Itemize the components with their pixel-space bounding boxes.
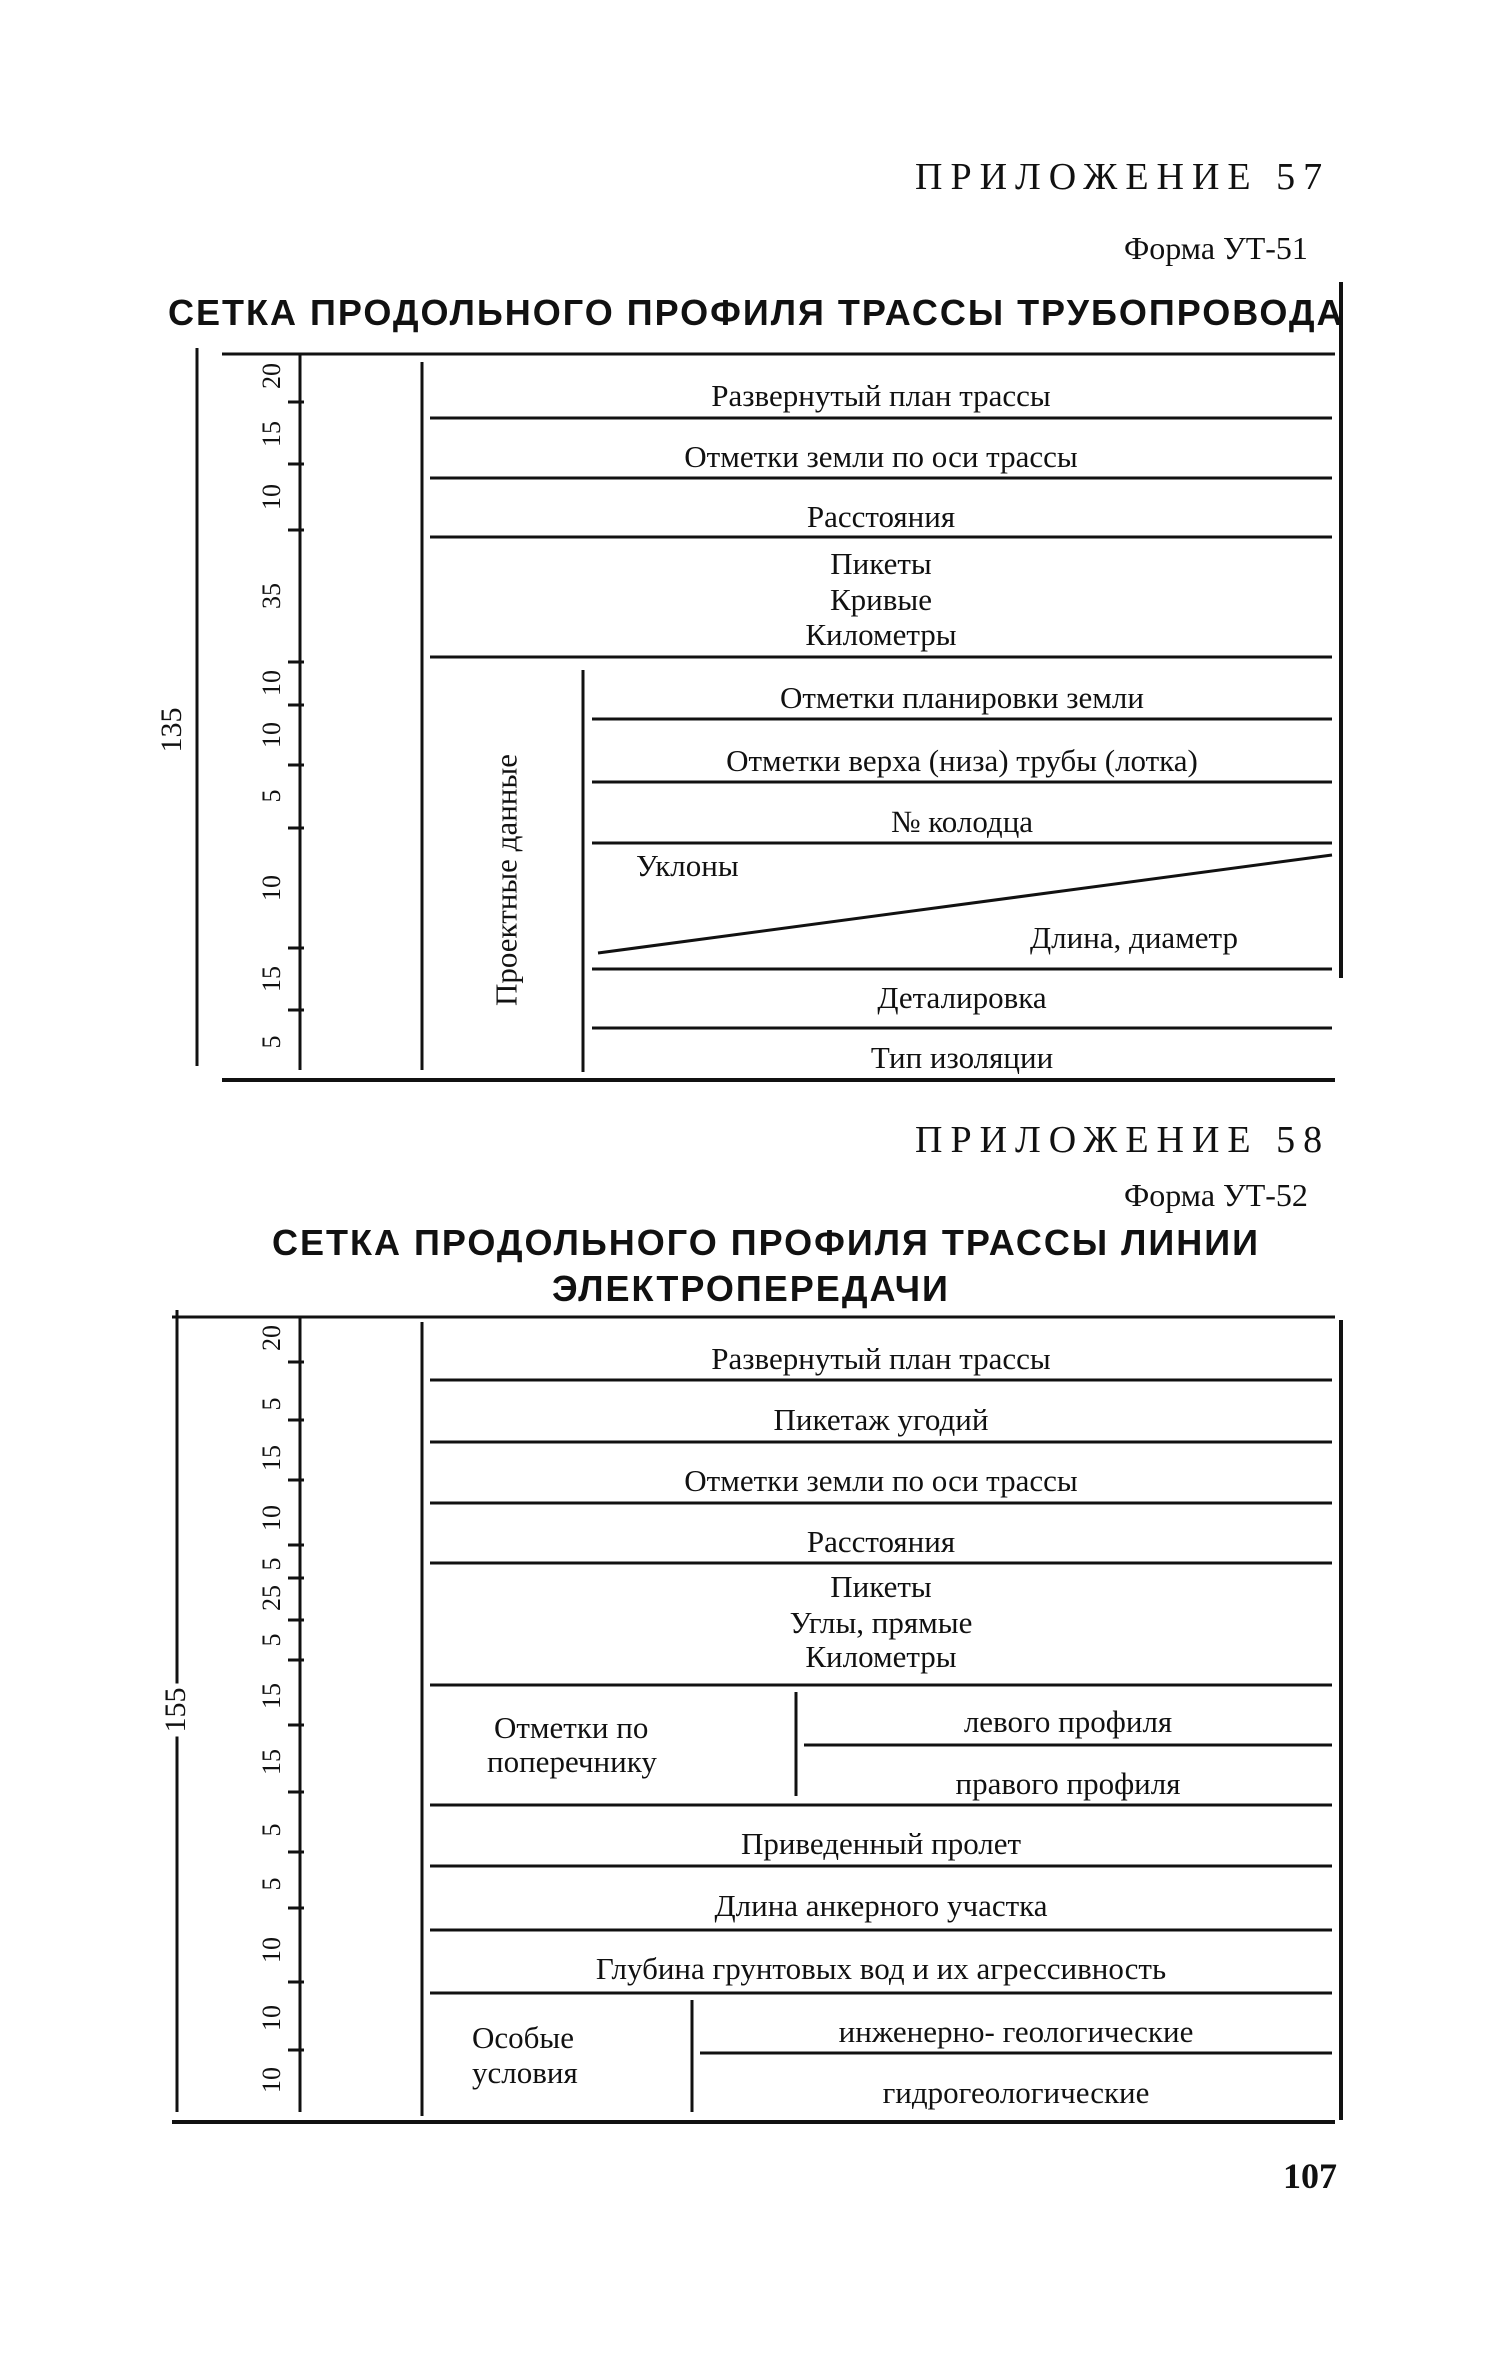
form-ut52-label: Форма УТ-52: [1124, 1177, 1308, 1213]
table1-row-plan: Развернутый план трассы: [711, 378, 1051, 413]
table1-dim-35: 35: [257, 583, 286, 609]
table1-row-slopes: Уклоны: [636, 848, 739, 883]
table1-design-data-label: Проектные данные: [488, 754, 524, 1006]
table2-dim-5: 5: [257, 1397, 286, 1411]
table2-dim-15b: 15: [257, 1683, 286, 1709]
table1-row-ground-marks: Отметки земли по оси трассы: [684, 439, 1078, 474]
table1-dim-10b: 10: [257, 670, 286, 696]
table2-dim-25: 25: [257, 1585, 286, 1611]
table1-row-length-diameter: Длина, диаметр: [1030, 920, 1238, 955]
table2-dim-5b: 5: [257, 1557, 286, 1571]
table1-row-grading-marks: Отметки планировки земли: [780, 680, 1144, 715]
table2-row-left-profile: левого профиля: [963, 1704, 1173, 1739]
table2-row-engineering-geology: инженерно- геологические: [838, 2014, 1194, 2049]
form-ut51-label: Форма УТ-51: [1124, 230, 1308, 266]
table2-row-anchor-section: Длина анкерного участка: [714, 1888, 1048, 1923]
table1-total-height: 135: [155, 707, 188, 753]
table2-row-land-pickets: Пикетаж угодий: [773, 1402, 989, 1437]
table1-row-curves: Кривые: [830, 582, 932, 617]
table2-row-reduced-span: Приведенный пролет: [740, 1826, 1022, 1861]
table2-row-pickets: Пикеты: [830, 1569, 932, 1604]
table1-dim-10: 10: [257, 484, 286, 510]
table2-special-label-2: условия: [472, 2055, 578, 2090]
appendix-58-heading: ПРИЛОЖЕНИЕ 58: [915, 1119, 1331, 1161]
table2-dim-5d: 5: [257, 1823, 286, 1837]
table2-row-hydrogeology: гидрогеологические: [882, 2075, 1150, 2110]
table2-row-distances: Расстояния: [806, 1524, 956, 1559]
table1-dim-10c: 10: [257, 722, 286, 748]
table1-title: СЕТКА ПРОДОЛЬНОГО ПРОФИЛЯ ТРАССЫ ТРУБОПРОВОДА: [168, 292, 1345, 333]
table2-row-right-profile: правого профиля: [955, 1766, 1181, 1801]
table2-dim-10d: 10: [257, 2067, 286, 2093]
table1-row-well-number: № колодца: [890, 804, 1034, 839]
table2-dim-15c: 15: [257, 1749, 286, 1775]
table2-special-label-1: Особые: [472, 2020, 575, 2055]
table2-total-height: 155: [161, 1684, 191, 1737]
table2-title-line1: СЕТКА ПРОДОЛЬНОГО ПРОФИЛЯ ТРАССЫ ЛИНИИ: [272, 1222, 1260, 1263]
table2-dim-10: 10: [257, 1505, 286, 1531]
table2-dim-5e: 5: [257, 1877, 286, 1891]
table2-dim-20: 20: [257, 1325, 286, 1351]
table1-row-pipe-marks: Отметки верха (низа) трубы (лотка): [726, 743, 1198, 778]
table1-row-detailing: Деталировка: [877, 980, 1047, 1015]
page-number: 107: [1283, 2156, 1337, 2196]
table1-dim-20: 20: [257, 363, 286, 389]
table2-dim-15: 15: [257, 1445, 286, 1471]
table2-dim-10c: 10: [257, 2005, 286, 2031]
table2-cross-label-1: Отметки по: [494, 1710, 649, 1745]
table2-row-kilometers: Километры: [805, 1639, 957, 1674]
table1-dim-5: 5: [257, 789, 286, 803]
table2-row-plan: Развернутый план трассы: [711, 1341, 1051, 1376]
table2-row-ground-marks: Отметки земли по оси трассы: [684, 1463, 1078, 1498]
table1-row-insulation: Тип изоляции: [870, 1040, 1054, 1075]
appendix-57-heading: ПРИЛОЖЕНИЕ 57: [915, 156, 1331, 198]
table2-dim-10b: 10: [257, 1937, 286, 1963]
table2-row-angles: Углы, прямые: [789, 1605, 973, 1640]
table2-cross-label-2: поперечнику: [487, 1744, 657, 1779]
table2-title-line2: ЭЛЕКТРОПЕРЕДАЧИ: [552, 1268, 950, 1309]
table1-dim-10d: 10: [257, 875, 286, 901]
table1-row-pickets: Пикеты: [830, 546, 932, 581]
table1-dim-5b: 5: [257, 1035, 286, 1049]
table1-dim-15: 15: [257, 421, 286, 447]
table1-row-kilometers: Километры: [805, 617, 957, 652]
table1-row-distances: Расстояния: [806, 499, 956, 534]
table1-dim-15b: 15: [257, 966, 286, 992]
table2-dim-5c: 5: [257, 1633, 286, 1647]
table2-row-groundwater: Глубина грунтовых вод и их агрессивность: [595, 1951, 1167, 1986]
